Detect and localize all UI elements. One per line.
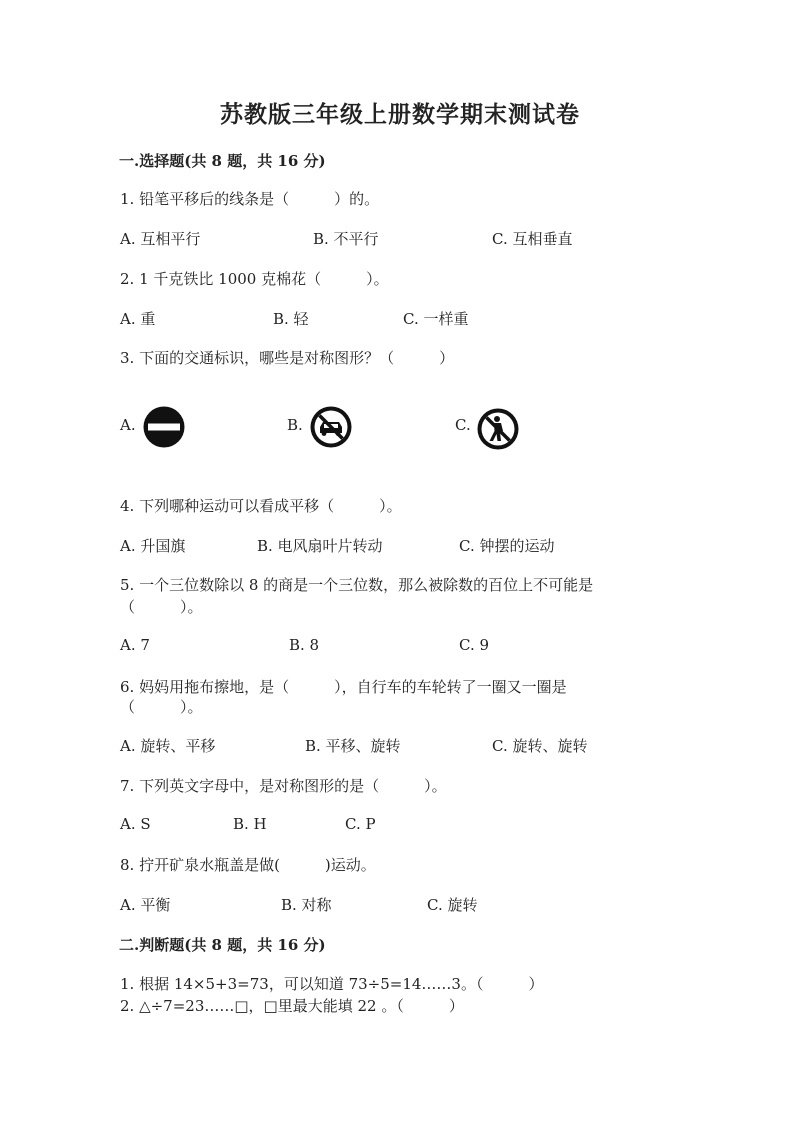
question-2: 2. 1 千克铁比 1000 克棉花（ ）。 <box>120 270 389 288</box>
judge-question-1: 1. 根据 14×5+3=73，可以知道 73÷5=14……3。（ ） <box>120 975 544 993</box>
question-7: 7. 下列英文字母中，是对称图形的是（ ）。 <box>120 777 447 795</box>
question-4-option-c: C. 钟摆的运动 <box>459 537 555 555</box>
question-4: 4. 下列哪种运动可以看成平移（ ）。 <box>120 497 402 515</box>
section-heading-choice: 一.选择题(共 8 题，共 16 分) <box>119 152 326 170</box>
question-2-option-c: C. 一样重 <box>403 310 469 328</box>
question-7-option-c: C. P <box>345 815 376 833</box>
question-7-option-b: B. H <box>233 815 267 833</box>
question-1-option-a: A. 互相平行 <box>120 230 201 248</box>
question-8-option-c: C. 旋转 <box>427 896 478 914</box>
no-pedestrians-sign-icon <box>477 408 519 450</box>
page-title: 苏教版三年级上册数学期末测试卷 <box>220 101 580 128</box>
question-5-option-c: C. 9 <box>459 636 490 654</box>
question-3-option-b: B. <box>287 416 303 434</box>
question-8-option-a: A. 平衡 <box>120 896 171 914</box>
question-3-option-c: C. <box>455 416 471 434</box>
question-8-option-b: B. 对称 <box>281 896 332 914</box>
question-6-option-c: C. 旋转、旋转 <box>492 737 588 755</box>
no-motor-vehicles-sign-icon <box>310 406 352 448</box>
question-4-option-a: A. 升国旗 <box>120 537 186 555</box>
question-1: 1. 铅笔平移后的线条是（ ）的。 <box>120 190 380 208</box>
question-4-option-b: B. 电风扇叶片转动 <box>257 537 383 555</box>
question-1-option-c: C. 互相垂直 <box>492 230 573 248</box>
question-5-line-2: （ ）。 <box>120 598 203 616</box>
section-heading-judge: 二.判断题(共 8 题，共 16 分) <box>119 936 326 954</box>
question-6-line-1: 6. 妈妈用拖布擦地，是（ ），自行车的车轮转了一圈又一圈是 <box>120 678 567 696</box>
question-5-option-b: B. 8 <box>289 636 320 654</box>
question-6-line-2: （ ）。 <box>120 698 203 716</box>
question-8: 8. 拧开矿泉水瓶盖是做( )运动。 <box>120 856 376 874</box>
question-1-option-b: B. 不平行 <box>313 230 379 248</box>
judge-question-2: 2. △÷7=23……□，□里最大能填 22 。（ ） <box>120 997 464 1015</box>
no-entry-sign-icon <box>143 406 185 448</box>
question-3-option-a: A. <box>120 416 136 434</box>
question-6-option-a: A. 旋转、平移 <box>120 737 216 755</box>
question-5-option-a: A. 7 <box>120 636 150 654</box>
question-3: 3. 下面的交通标识，哪些是对称图形？（ ） <box>120 349 455 367</box>
question-2-option-b: B. 轻 <box>273 310 309 328</box>
question-7-option-a: A. S <box>120 815 151 833</box>
question-5-line-1: 5. 一个三位数除以 8 的商是一个三位数，那么被除数的百位上不可能是 <box>120 576 594 594</box>
question-6-option-b: B. 平移、旋转 <box>305 737 401 755</box>
question-2-option-a: A. 重 <box>120 310 156 328</box>
